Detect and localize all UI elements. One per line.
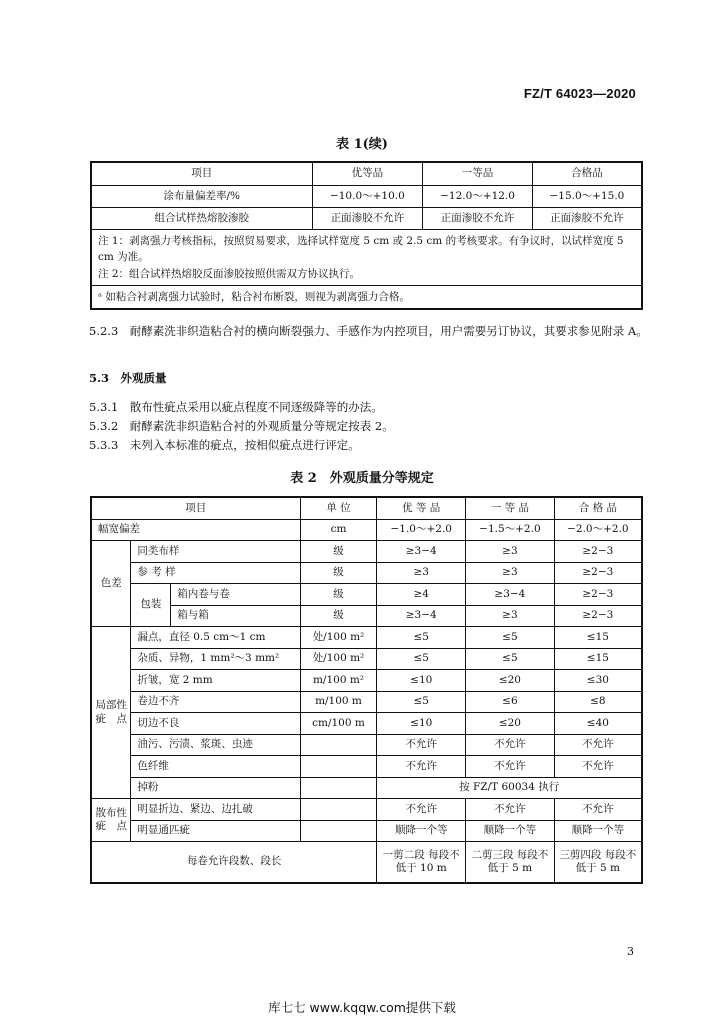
table-row	[91, 605, 642, 627]
t2-unit	[300, 799, 377, 821]
table-row	[91, 208, 642, 230]
t2-unit: cm/100 m	[300, 713, 377, 735]
t2-cell: ≤5	[377, 691, 466, 713]
table-1	[90, 161, 643, 310]
t1-cell: 涂布量偏差率/%	[91, 186, 312, 208]
table1-caption: 表 1(续)	[336, 137, 388, 152]
t2-label: 明显通匹疵	[131, 820, 300, 842]
download-footer: 库七七 www.kqqw.com提供下载	[268, 1000, 456, 1015]
t2-unit	[300, 820, 377, 842]
t2-label: 明显折边、紧边、边扎破	[131, 799, 300, 821]
table1-note-1: 注 1：剥离强力考核指标，按照贸易要求，选择试样宽度 5 cm 或 2.5 cm 的考核要求。有争议时，以试样宽度 5 cm 为准。	[98, 235, 624, 264]
t2-cell: ≤15	[554, 627, 642, 649]
t2-cell: ≥2−3	[554, 541, 642, 563]
t2-label: 漏点，直径 0.5 cm～1 cm	[131, 627, 300, 649]
t2-unit: cm	[300, 519, 377, 541]
section-5-3-heading: 5.3 外观质量	[89, 371, 167, 385]
t1-cell: 正面渗胶不允许	[532, 208, 642, 230]
table-row	[91, 820, 642, 842]
t2-cell: ≥3	[466, 562, 555, 584]
t2-cell: 不允许	[466, 799, 555, 821]
table-row	[91, 519, 642, 541]
table2-caption: 表 2 外观质量分等规定	[290, 471, 434, 486]
t2-cell: ≤30	[554, 670, 642, 692]
t2-cell: ≤5	[377, 648, 466, 670]
t2-label: 掉粉	[131, 777, 300, 799]
table1-footnote: ᵃ 如粘合衬剥离强力试验时，粘合衬布断裂，则视为剥离强力合格。	[91, 285, 642, 309]
t2-label: 参 考 样	[131, 562, 300, 584]
t1-cell: −15.0～+15.0	[532, 186, 642, 208]
table1-note-2: 注 2：组合试样热熔胶反面渗胶按照供需双方协议执行。	[98, 267, 361, 280]
table-row	[91, 842, 642, 884]
t2-label: 幅宽偏差	[91, 519, 300, 541]
t2-header-grade2: 一 等 品	[466, 497, 555, 519]
t2-cell: ≤10	[377, 670, 466, 692]
t2-group-local-defects: 局部性疵 点	[91, 627, 131, 799]
t2-cell: −1.5～+2.0	[466, 519, 555, 541]
t2-cell: 不允许	[554, 799, 642, 821]
t2-cell: 不允许	[377, 799, 466, 821]
t2-label: 每卷允许段数、段长	[91, 842, 377, 884]
t2-unit: 处/100 m²	[300, 648, 377, 670]
t2-cell: 不允许	[554, 756, 642, 778]
t1-header-grade1: 优等品	[312, 162, 423, 186]
t2-cell: ≤8	[554, 691, 642, 713]
t2-unit	[300, 777, 377, 799]
t2-label: 箱内卷与卷	[171, 584, 300, 606]
t2-cell: ≥3	[466, 605, 555, 627]
section-5-2-3: 5.2.3 耐酵素洗非织造粘合衬的横向断裂强力、手感作为内控项目，用户需要另订协议，其要求参见附录 A。	[89, 324, 648, 338]
t2-cell: −2.0～+2.0	[554, 519, 642, 541]
t2-cell: ≤6	[466, 691, 555, 713]
t2-cell: ≥2−3	[554, 584, 642, 606]
t2-cell: 不允许	[377, 734, 466, 756]
t2-cell: ≥3	[377, 562, 466, 584]
t2-cell: ≤10	[377, 713, 466, 735]
t2-label: 箱与箱	[171, 605, 300, 627]
table1-notes	[91, 230, 642, 286]
t2-header-grade3: 合 格 品	[554, 497, 642, 519]
table-row	[91, 756, 642, 778]
t2-cell: ≥3−4	[377, 541, 466, 563]
t2-unit: 级	[300, 541, 377, 563]
t1-header-grade3: 合格品	[532, 162, 642, 186]
t2-cell: ≥2−3	[554, 562, 642, 584]
t2-cell: ≤5	[466, 648, 555, 670]
t1-cell: 组合试样热熔胶渗胶	[91, 208, 312, 230]
t2-cell: −1.0～+2.0	[377, 519, 466, 541]
t2-cell: 三剪四段 每段不低于 5 m	[554, 842, 642, 884]
t2-cell: 不允许	[466, 734, 555, 756]
section-5-3-2: 5.3.2 耐酵素洗非织造粘合衬的外观质量分等规定按表 2。	[89, 419, 394, 433]
table-row	[91, 186, 642, 208]
t2-label: 色纤维	[131, 756, 300, 778]
table-row	[91, 584, 642, 606]
t2-cell: 二剪三段 每段不低于 5 m	[466, 842, 555, 884]
table-row	[91, 627, 642, 649]
t1-header-grade2: 一等品	[423, 162, 533, 186]
section-5-3-1: 5.3.1 散布性疵点采用以疵点程度不同逐级降等的办法。	[89, 400, 383, 414]
t1-cell: −10.0～+10.0	[312, 186, 423, 208]
table-row	[91, 691, 642, 713]
t2-unit: m/100 m²	[300, 670, 377, 692]
table2-header-row	[91, 497, 642, 519]
t2-unit	[300, 734, 377, 756]
t2-cell: 顺降一个等	[466, 820, 555, 842]
t2-unit	[300, 756, 377, 778]
t1-cell: 正面渗胶不允许	[423, 208, 533, 230]
table-row	[91, 713, 642, 735]
t1-cell: −12.0～+12.0	[423, 186, 533, 208]
t2-group-scatter-defects: 散布性疵 点	[91, 799, 131, 842]
t2-unit: 级	[300, 562, 377, 584]
t2-cell: ≥4	[377, 584, 466, 606]
t2-label: 折皱，宽 2 mm	[131, 670, 300, 692]
t2-cell: ≥3	[466, 541, 555, 563]
t2-unit: 级	[300, 605, 377, 627]
t2-label: 同类布样	[131, 541, 300, 563]
table-row	[91, 670, 642, 692]
t2-cell: ≤20	[466, 670, 555, 692]
t2-unit: 级	[300, 584, 377, 606]
t2-cell: ≥3−4	[466, 584, 555, 606]
t2-cell: ≤15	[554, 648, 642, 670]
table-row	[91, 562, 642, 584]
t2-cell: ≤20	[466, 713, 555, 735]
t2-group-color-diff: 色差	[91, 541, 131, 627]
standard-number: FZ/T 64023—2020	[523, 86, 636, 101]
table1-header-row	[91, 162, 642, 186]
t2-header-unit: 单 位	[300, 497, 377, 519]
t2-cell: 不允许	[377, 756, 466, 778]
t2-cell-merged: 按 FZ/T 60034 执行	[377, 777, 642, 799]
t2-cell: ≤5	[377, 627, 466, 649]
t2-cell: 一剪二段 每段不低于 10 m	[377, 842, 466, 884]
t2-subgroup-packing: 包装	[131, 584, 171, 627]
table1-footnote-row	[91, 285, 642, 309]
t1-header-item: 项目	[91, 162, 312, 186]
section-5-3-3: 5.3.3 未列入本标准的疵点，按相似疵点进行评定。	[89, 438, 360, 452]
t2-unit: 处/100 m²	[300, 627, 377, 649]
t2-cell: 不允许	[466, 756, 555, 778]
table-row	[91, 734, 642, 756]
t2-cell: ≥3−4	[377, 605, 466, 627]
page-number: 3	[627, 945, 634, 958]
table-row	[91, 541, 642, 563]
t2-header-item: 项目	[91, 497, 300, 519]
table-row	[91, 799, 642, 821]
table-row	[91, 648, 642, 670]
t2-label: 卷边不齐	[131, 691, 300, 713]
t2-cell: 顺降一个等	[377, 820, 466, 842]
t2-header-grade1: 优 等 品	[377, 497, 466, 519]
t2-cell: ≥2−3	[554, 605, 642, 627]
t2-label: 杂质、异物，1 mm²～3 mm²	[131, 648, 300, 670]
t2-unit: m/100 m	[300, 691, 377, 713]
t2-label: 切边不良	[131, 713, 300, 735]
t1-cell: 正面渗胶不允许	[312, 208, 423, 230]
t2-cell: ≤40	[554, 713, 642, 735]
t2-cell: ≤5	[466, 627, 555, 649]
t2-cell: 顺降一个等	[554, 820, 642, 842]
table1-notes-row	[91, 230, 642, 286]
t2-label: 油污、污渍、浆斑、虫迹	[131, 734, 300, 756]
table-row	[91, 777, 642, 799]
table-2	[90, 496, 643, 884]
t2-cell: 不允许	[554, 734, 642, 756]
